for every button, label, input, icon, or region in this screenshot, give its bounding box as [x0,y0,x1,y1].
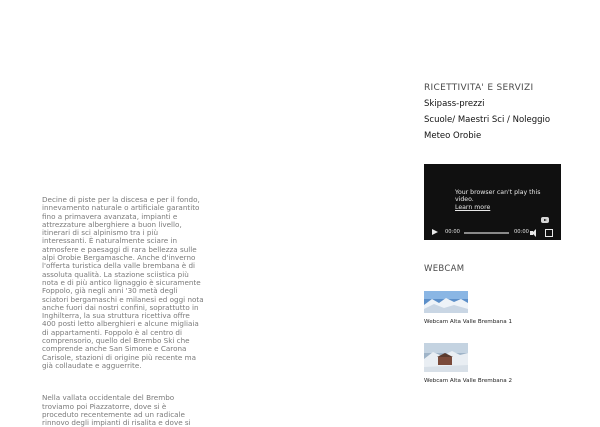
learn-more-link[interactable]: Learn more [455,203,491,211]
video-controls [424,226,561,240]
fullscreen-icon[interactable] [545,229,553,237]
webcam-item[interactable] [424,291,544,325]
link-weather[interactable]: Meteo Orobie [424,131,482,141]
video-error-text: Your browser can't play this video. [455,189,541,204]
article-text [42,196,204,427]
duration-time: 00:00 [514,229,529,235]
video-error-message [455,189,559,211]
webcam-heading: WEBCAM [424,264,465,274]
seek-bar[interactable] [464,232,509,234]
services-widget [424,80,574,147]
services-heading: RICETTIVITA' E SERVIZI [424,83,534,93]
webcam-item[interactable] [424,343,544,384]
article-paragraph-1: Decine di piste per la discesa e per il fondo, innevamento naturale o artificiale garantito fino a primavera avanzata, impianti e attrezzature alberghiere a buon livello, itinerari di sci alpinismo tra i più interessanti. È naturalmente sciare in atmosfere e paesaggi di rara bellezza sulle alpi Orobie Bergamasche. Anche d'inverno l'offerta turistica della valle brembana è di assoluta qualità. La stazione sciistica più nota e di più antico lignaggio è sicuramente Foppolo, già negli anni '30 metà degli sciatori bergamaschi e milanesi ed oggi nota anche fuori dai nostri confini, soprattutto in Inghilterra, la sua struttura ricettiva offre 400 posti letto alberghieri e alcune migliaia di appartamenti. Foppolo è al centro di comprensorio, quello del Brembo Ski che comprende anche San Simone e Carona Carisole, stazioni di origine più recente ma già collaudate e agguerrite. [42,195,204,370]
webcam-1-thumbnail[interactable] [424,291,468,313]
link-ski-schools[interactable]: Scuole/ Maestri Sci / Noleggio [424,115,551,125]
webcam-1-caption[interactable]: Webcam Alta Valle Brembana 1 [424,319,513,325]
play-icon[interactable] [432,229,438,235]
video-player[interactable] [424,164,561,240]
volume-icon[interactable] [530,229,539,237]
link-skipass-prices[interactable]: Skipass-prezzi [424,99,485,109]
youtube-logo-icon[interactable] [541,217,549,223]
webcam-2-caption[interactable]: Webcam Alta Valle Brembana 2 [424,378,513,384]
webcam-2-thumbnail[interactable] [424,343,468,372]
current-time: 00:00 [445,229,460,235]
article-paragraph-2: Nella vallata occidentale del Brembo troviamo poi Piazzatorre, dove si è proceduto recentemente ad un radicale rinnovo degli impianti di risalita e dove si [42,393,191,427]
